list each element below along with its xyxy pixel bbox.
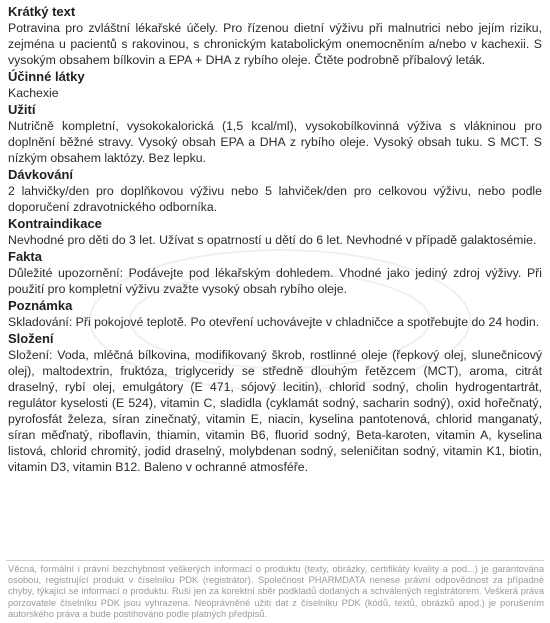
section-body: Nutričně kompletní, vysokokalorická (1,5 kcal/ml), vysokobílkovinná výživa s vlákninou pro doplnění běžné stravy. Vysoký obsah EPA a DHA z rybího oleje. Vysoký obsah tuku. S MCT. S nízkým obsahem laktózy. Bez lepku. [8, 119, 542, 165]
section-dosage [8, 167, 542, 215]
section-title: Složení [8, 331, 54, 346]
section-note [8, 298, 542, 330]
section-title: Fakta [8, 249, 42, 264]
section-body: Potravina pro zvláštní lékařské účely. Pro řízenou dietní výživu při malnutrici nebo jejím riziku, zejména u pacientů s rakovinou, s chronickým katabolickým onemocněním a/nebo v kachexii. S vysokým obsahem bílkovin a EPA + DHA z rybího oleje. Čtěte podrobně příbalový leták. [8, 21, 542, 67]
product-description [8, 4, 542, 476]
section-title: Kontraindikace [8, 216, 102, 231]
section-usage [8, 102, 542, 166]
section-short-text [8, 4, 542, 68]
divider [6, 560, 544, 561]
section-body: Nevhodné pro děti do 3 let. Užívat s opatrností u dětí do 6 let. Nevhodné v případě galaktosémie. [8, 233, 537, 247]
section-title: Účinné látky [8, 69, 85, 84]
section-body: Skladování: Při pokojové teplotě. Po otevření uchovávejte v chladničce a spotřebujte do 24 hodin. [8, 315, 540, 329]
section-body: Složení: Voda, mléčná bílkovina, modifikovaný škrob, rostlinné oleje (řepkový olej, slunečnicový olej), maltodextrin, fruktóza, triglyceridy se středně dlouhým řetězcem (MCT), aroma, citrát draselný, rybí olej, emulgátory (E 471, sójový lecitin), chlorid sodný, cholin hydrogentartrát, regulátor kyselosti (E 524), vitamin C, sladidla (cyklamát sodný, sacharin sodný), oxid hořečnatý, pyrofosfát železa, síran zinečnatý, vitamin E, niacin, kyselina pantotenová, chlorid manganatý, síran měďnatý, riboflavin, thiamin, vitamin B6, fluorid sodný, Beta-karoten, vitamin A, kyselina listová, chlorid chromitý, jodid draselný, molybdenan sodný, seleničitan sodný, vitamin K1, biotin, vitamin D3, vitamin B12. Baleno v ochranné atmosféře. [8, 348, 542, 474]
section-title: Dávkování [8, 167, 74, 182]
section-composition [8, 331, 542, 475]
section-body: Důležité upozornění: Podávejte pod lékařským dohledem. Vhodné jako jediný zdroj výživy. Při použití pro kompletní výživu zvažte vysoký obsah rybího oleje. [8, 266, 542, 296]
section-body: 2 lahvičky/den pro doplňkovou výživu nebo 5 lahviček/den pro celkovou výživu, nebo podle doporučení zdravotnického odborníka. [8, 184, 542, 214]
section-title: Užití [8, 102, 36, 117]
section-title: Poznámka [8, 298, 73, 313]
section-contraindications [8, 216, 542, 248]
disclaimer-text: Věcná, formální i právní bezchybnost veškerých informací o produktu (texty, obrázky, certifikáty kvality a pod...) je garantována osobou, registrující produkt v číselníku PDK (registrátor). Společnost PHARMDATA nenese právní odpovědnost za případné chyby, týkající se informací o produktu. Ruší jen za korektní sběr podkladů dodaných a schválených registrátorem. Veškerá práva porzovatele číselníku PDK jsou vyhrazena. Neoprávněné užití dat z číselníku PDK (kódů, textů, obrázků apod.) je porušením autorského práva a bude postihováno podle platných předpisů. [8, 564, 544, 619]
section-facts [8, 249, 542, 297]
section-title: Krátký text [8, 4, 76, 19]
section-body: Kachexie [8, 86, 59, 100]
section-active-substances [8, 69, 542, 101]
